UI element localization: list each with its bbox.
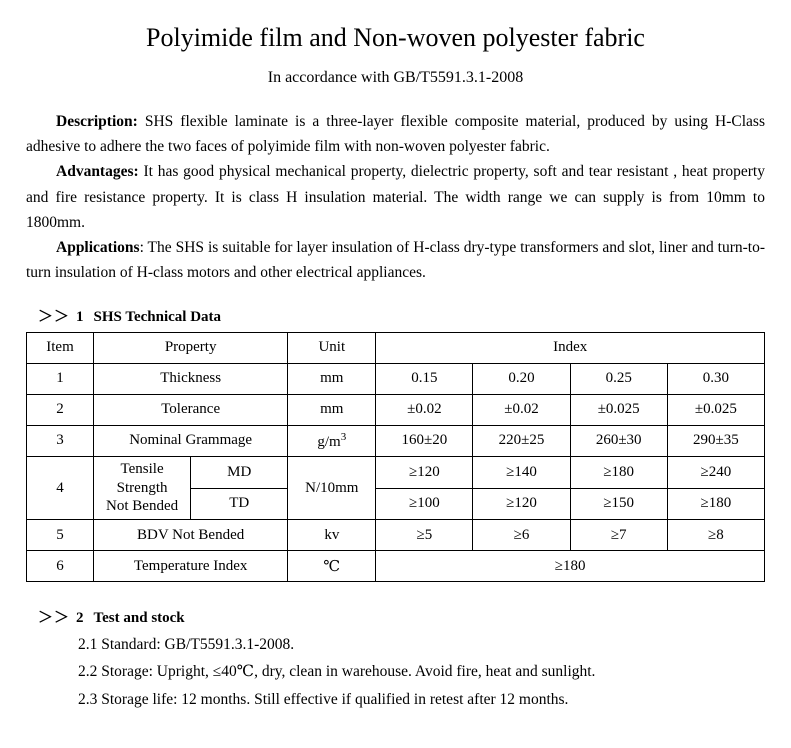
table-row-tensile-md	[27, 456, 765, 488]
test-line-storage: 2.2 Storage: Upright, ≤40℃, dry, clean in warehouse. Avoid fire, heat and sunlight.	[78, 663, 596, 681]
row-direction-td: TD	[191, 488, 288, 520]
row-value: ±0.02	[473, 394, 570, 425]
paragraph-description	[26, 109, 765, 159]
row-value: ≥7	[570, 520, 667, 551]
paragraph-advantages-text: It has good physical mechanical property, dielectric property, soft and tear resistant , heat property and fire resistance property. It is class H insulation material. The width range we can supply is from 10mm to 1800mm.	[26, 163, 765, 231]
row-property: Temperature Index	[94, 551, 288, 582]
section-heading-technical-data	[38, 305, 765, 326]
row-value: ≥5	[376, 520, 473, 551]
paragraph-applications-label: Applications	[56, 238, 140, 256]
row-value: ≥150	[570, 488, 667, 520]
row-value: ±0.025	[667, 394, 764, 425]
row-property-line1: Tensile Strength	[116, 460, 168, 496]
row-value: ≥240	[667, 456, 764, 488]
row-unit: mm	[288, 363, 376, 394]
row-value: 0.30	[667, 363, 764, 394]
row-value: ±0.025	[570, 394, 667, 425]
section-number: 2	[76, 610, 84, 627]
paragraph-advantages	[26, 159, 765, 234]
row-unit-text: g/m	[317, 433, 341, 450]
section-test-and-stock	[26, 606, 765, 711]
table-row	[27, 363, 765, 394]
table-row	[27, 425, 765, 456]
row-value: 160±20	[376, 425, 473, 456]
row-item: 2	[27, 394, 94, 425]
row-value: 0.20	[473, 363, 570, 394]
paragraph-description-label: Description:	[56, 113, 138, 131]
section-marker-icon: ＞＞	[38, 308, 71, 325]
row-value: ±0.02	[376, 394, 473, 425]
row-unit: N/10mm	[288, 456, 376, 519]
row-item: 6	[27, 551, 94, 582]
row-direction-md: MD	[191, 456, 288, 488]
test-line-storage-life: 2.3 Storage life: 12 months. Still effective if qualified in retest after 12 months.	[78, 690, 569, 708]
page-title: Polyimide film and Non-woven polyester fabric	[146, 23, 645, 52]
section-heading-text: SHS Technical Data	[93, 308, 222, 325]
row-value: 220±25	[473, 425, 570, 456]
header-property: Property	[94, 332, 288, 363]
row-value: ≥120	[376, 456, 473, 488]
row-value: ≥140	[473, 456, 570, 488]
row-value: 0.25	[570, 363, 667, 394]
row-property	[94, 456, 191, 519]
header-index: Index	[376, 332, 765, 363]
row-property: BDV Not Bended	[94, 520, 288, 551]
section-heading-text: Test and stock	[93, 610, 185, 627]
row-unit: kv	[288, 520, 376, 551]
row-unit-superscript: 3	[340, 430, 347, 443]
row-property: Tolerance	[94, 394, 288, 425]
header-item: Item	[27, 332, 94, 363]
row-unit	[288, 425, 376, 456]
section-marker-icon: ＞＞	[38, 610, 71, 627]
paragraph-description-text: SHS flexible laminate is a three-layer flexible composite material, produced by using H-Class adhesive to adhere the two faces of polyimide film with non-woven polyester fabric.	[26, 113, 765, 156]
paragraph-applications	[26, 235, 765, 285]
technical-data-table	[26, 332, 765, 582]
row-value: ≥180	[570, 456, 667, 488]
page-subtitle: In accordance with GB/T5591.3.1-2008	[267, 69, 524, 87]
row-value: ≥180	[667, 488, 764, 520]
test-line-standard: 2.1 Standard: GB/T5591.3.1-2008.	[78, 636, 295, 654]
paragraph-advantages-label: Advantages:	[56, 163, 139, 181]
row-value: ≥100	[376, 488, 473, 520]
paragraph-applications-text: : The SHS is suitable for layer insulation of H-class dry-type transformers and slot, liner and turn-to-turn insulation of H-class motors and other electrical appliances.	[26, 238, 765, 281]
table-row	[27, 394, 765, 425]
row-property: Thickness	[94, 363, 288, 394]
row-unit: ℃	[288, 551, 376, 582]
row-item: 3	[27, 425, 94, 456]
table-row	[27, 520, 765, 551]
row-item: 1	[27, 363, 94, 394]
row-value: ≥6	[473, 520, 570, 551]
row-value: ≥180	[376, 551, 765, 582]
table-row	[27, 551, 765, 582]
section-heading-test-and-stock	[38, 606, 765, 627]
row-value: 260±30	[570, 425, 667, 456]
row-property-line2: Not Bended	[106, 498, 179, 515]
row-item: 5	[27, 520, 94, 551]
row-value: 290±35	[667, 425, 764, 456]
row-property: Nominal Grammage	[94, 425, 288, 456]
header-unit: Unit	[288, 332, 376, 363]
row-item: 4	[27, 456, 94, 519]
table-header-row	[27, 332, 765, 363]
row-unit: mm	[288, 394, 376, 425]
section-number: 1	[76, 308, 84, 325]
row-value: ≥120	[473, 488, 570, 520]
row-value: 0.15	[376, 363, 473, 394]
row-value: ≥8	[667, 520, 764, 551]
